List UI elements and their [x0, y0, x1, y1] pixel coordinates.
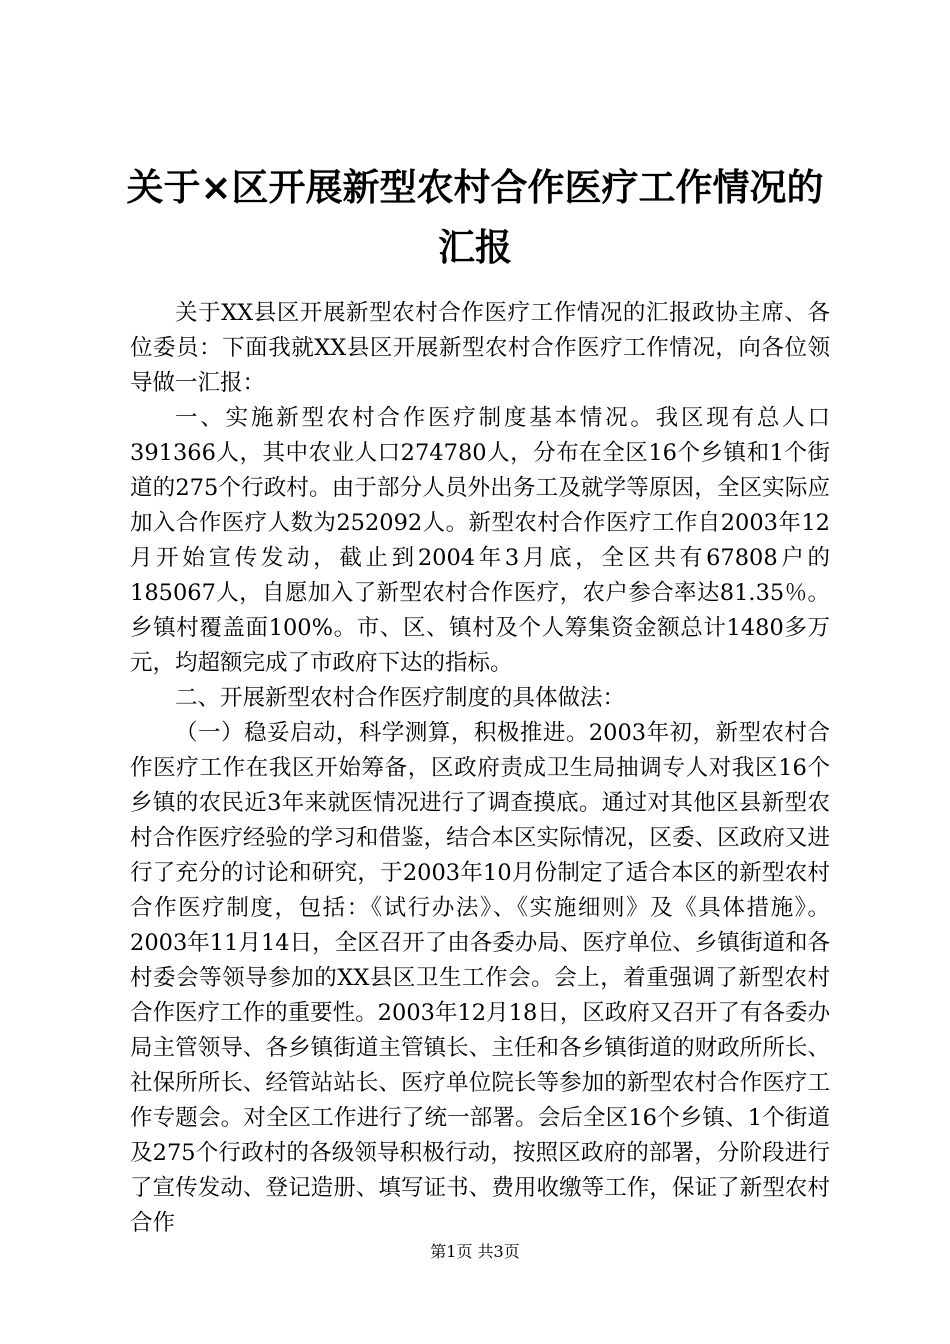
document-title: 关于×区开展新型农村合作医疗工作情况的汇报: [126, 166, 824, 269]
paragraph-section-1: 一、实施新型农村合作医疗制度基本情况。我区现有总人口391366人，其中农业人口274780人，分布在全区16个乡镇和1个街道的275个行政村。由于部分人员外出务工及就学等原因，全区实际应加入合作医疗人数为252092人。新型农村合作医疗工作自2003年12月开始宣传发动，截止到2004年3月底，全区共有67808户的185067人，自愿加入了新型农村合作医疗，农户参合率达81.35％。乡镇村覆盖面100%。市、区、镇村及个人筹集资金额总计1480多万元，均超额完成了市政府下达的指标。: [130, 405, 830, 676]
paragraph-intro: 关于XX县区开展新型农村合作医疗工作情况的汇报政协主席、各位委员：下面我就XX县区开展新型农村合作医疗工作情况，向各位领导做一汇报：: [130, 300, 830, 396]
paragraph-section-2-heading: 二、开展新型农村合作医疗制度的具体做法：: [175, 685, 626, 711]
paragraph-section-2-1: （一）稳妥启动，科学测算，积极推进。2003年初，新型农村合作医疗工作在我区开始筹备，区政府责成卫生局抽调专人对我区16个乡镇的农民近3年来就医情况进行了调查摸底。通过对其他区县新型农村合作医疗经验的学习和借鉴，结合本区实际情况，区委、区政府又进行了充分的讨论和研究，于2003年10月份制定了适合本区的新型农村合作医疗制度，包括：《试行办法》、《实施细则》及《具体措施》。2003年11月14日，全区召开了由各委办局、医疗单位、乡镇街道和各村委会等领导参加的XX县区卫生工作会。会上，着重强调了新型农村合作医疗工作的重要性。2003年12月18日，区政府又召开了有各委办局主管领导、各乡镇街道主管镇长、主任和各乡镇街道的财政所所长、社保所所长、经管站站长、医疗单位院长等参加的新型农村合作医疗工作专题会。对全区工作进行了统一部署。会后全区16个乡镇、1个街道及275个行政村的各级领导积极行动，按照区政府的部署，分阶段进行了宣传发动、登记造册、填写证书、费用收缴等工作，保证了新型农村合作: [130, 720, 830, 1236]
document-body: [130, 296, 830, 1241]
page-number-footer: 第1页 共3页: [430, 1242, 520, 1261]
